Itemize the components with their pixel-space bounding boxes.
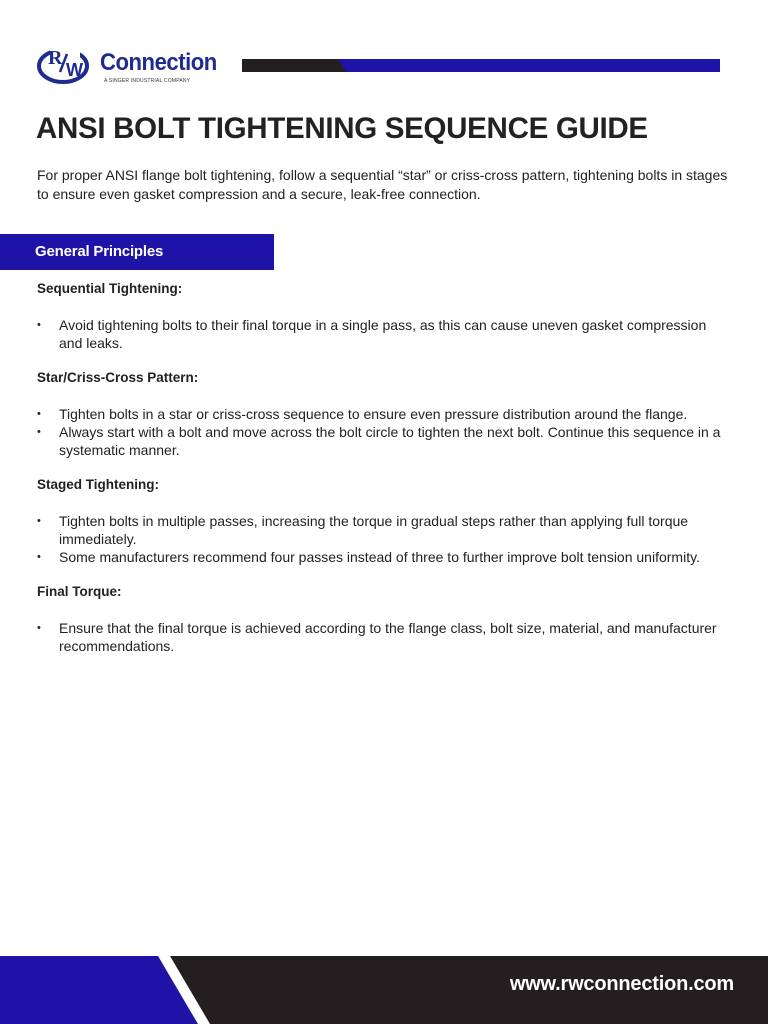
bullet-glyph: • (37, 426, 41, 438)
bullet-text: Avoid tightening bolts to their final torque in a single pass, as this can cause uneven gasket compression and leaks. (59, 317, 707, 351)
bullet-glyph: • (37, 515, 41, 527)
brand-logo[interactable] (36, 44, 236, 92)
page-title: ANSI BOLT TIGHTENING SEQUENCE GUIDE (36, 112, 648, 145)
principle-heading: Star/Criss-Cross Pattern: (37, 370, 199, 385)
section-banner (0, 234, 274, 270)
bullet-glyph: • (37, 319, 41, 331)
brand-name: Connection (100, 49, 217, 76)
bullet-text: Tighten bolts in multiple passes, increasing the torque in gradual steps rather than applying full torque immediately. (59, 513, 689, 547)
principle-staged (37, 476, 727, 566)
bullet-item (37, 405, 727, 423)
svg-text:R: R (48, 47, 63, 69)
bullet-text: Always start with a bolt and move across the bolt circle to tighten the next bolt. Continue this sequence in a systematic manner. (59, 424, 721, 458)
header-accent-bar (242, 59, 720, 72)
bullet-glyph: • (37, 622, 41, 634)
principle-heading: Final Torque: (37, 584, 122, 599)
bullet-glyph: • (37, 408, 41, 420)
principles-content (37, 280, 727, 672)
brand-tagline: A SINGER INDUSTRIAL COMPANY (104, 78, 191, 84)
rw-logo-mark-icon (36, 44, 96, 88)
bullet-text: Some manufacturers recommend four passes instead of three to further improve bolt tension uniformity. (59, 549, 700, 565)
footer-website-link[interactable]: www.rwconnection.com (509, 973, 734, 995)
svg-text:W: W (66, 60, 83, 80)
bullet-glyph: • (37, 551, 41, 563)
principle-star-pattern (37, 369, 727, 459)
bullet-text: Ensure that the final torque is achieved according to the flange class, bolt size, material, and manufacturer recommendations. (59, 620, 717, 654)
section-title: General Principles (35, 243, 164, 260)
intro-paragraph: For proper ANSI flange bolt tightening, follow a sequential “star” or criss-cross pattern, tightening bolts in stages to ensure even gasket compression and a secure, leak-free connection. (37, 167, 728, 202)
principle-heading: Sequential Tightening: (37, 281, 183, 296)
principle-final-torque (37, 583, 727, 655)
bullet-item (37, 548, 727, 566)
bullet-item (37, 619, 727, 655)
principle-heading: Staged Tightening: (37, 477, 159, 492)
principle-sequential (37, 280, 727, 352)
bullet-text: Tighten bolts in a star or criss-cross sequence to ensure even pressure distribution around the flange. (59, 406, 688, 422)
bullet-item (37, 512, 727, 548)
footer (0, 956, 768, 1024)
bullet-item (37, 316, 727, 352)
bullet-item (37, 423, 727, 459)
